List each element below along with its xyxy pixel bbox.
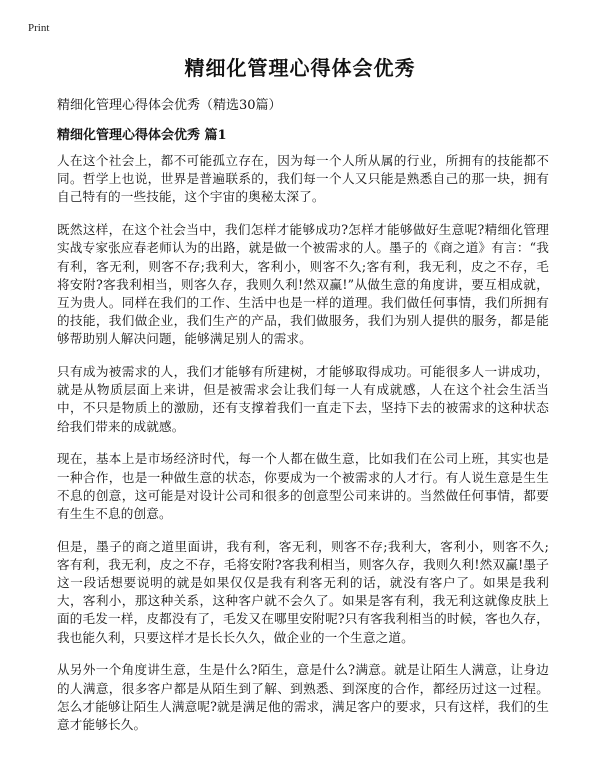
paragraph-4: 现在，基本上是市场经济时代，每一个人都在做生意，比如我们在公司上班，其实也是一种合作，也是一种做生意的状态，你要成为一个被需求的人才行。有人说生意是生生不息的创意，这可能是对设计公司和很多的创意型公司来讲的。当然做任何事情，都要有生生不息的创意。 bbox=[57, 451, 549, 521]
section-heading: 精细化管理心得体会优秀 篇1 bbox=[57, 128, 227, 143]
paragraph-2: 既然这样，在这个社会当中，我们怎样才能够成功?怎样才能够做好生意呢?精细化管理实战专家张应春老师认为的出路，就是做一个被需求的人。墨子的《商之道》有言：“我有利，客无利，则客不存;我利大，客利小，则客不久;客有利，我无利，皮之不存，毛将安附?客我利相当，则客久存，我则久利!然双赢!”从做生意的角度讲，要互相成就，互为贵人。同样在我们的工作、生活中也是一样的道理。我们做任何事情，我们所拥有的技能，我们做企业，我们生产的产品，我们做服务，我们为别人提供的服务，都是能够帮助别人解决问题，能够满足别人的需求。 bbox=[57, 222, 549, 347]
paragraph-5: 但是，墨子的商之道里面讲，我有利，客无利，则客不存;我利大，客利小，则客不久;客有利，我无利，皮之不存，毛将安附?客我利相当，则客久存，我则久利!然双赢!墨子这一段话想要说明的就是如果仅仅是我有利客无利的话，就没有客户了。如果是我利大，客利小，那这种关系，这种客户就不会久了。如果是客有利，我无利这就像皮肤上面的毛发一样，皮都没有了，毛发又在哪里安附呢?只有客我利相当的时候，客也久存，我也能久利，只要这样才是长长久久，做企业的一个生意之道。 bbox=[57, 538, 549, 645]
document-subtitle: 精细化管理心得体会优秀（精选30篇） bbox=[57, 98, 282, 113]
paragraph-1: 人在这个社会上，都不可能孤立存在，因为每一个人所从属的行业，所拥有的技能都不同。哲学上也说，世界是普遍联系的，我们每一个人又只能是熟悉自己的那一块，拥有自己特有的一些技能，这个宇宙的奥秘太深了。 bbox=[57, 153, 549, 205]
paragraph-3: 只有成为被需求的人，我们才能够有所建树，才能够取得成功。可能很多人一讲成功，就是从物质层面上来讲，但是被需求会让我们每一人有成就感，人在这个社会生活当中，不只是物质上的激励，还有支撑着我们一直走下去，坚持下去的被需求的这种状态给我们带来的成就感。 bbox=[57, 364, 549, 434]
paragraph-6: 从另外一个角度讲生意，生是什么?陌生，意是什么?满意。就是让陌生人满意，让身边的人满意，很多客户都是从陌生到了解、到熟悉、到深度的合作，都经历过这一过程。怎么才能够让陌生人满意呢?就是满足他的需求，满足客户的要求，只有这样，我们的生意才能够长久。 bbox=[57, 662, 549, 732]
document-body bbox=[57, 152, 549, 749]
print-link[interactable]: Print bbox=[28, 22, 50, 34]
document-title: 精细化管理心得体会优秀 bbox=[184, 56, 416, 80]
